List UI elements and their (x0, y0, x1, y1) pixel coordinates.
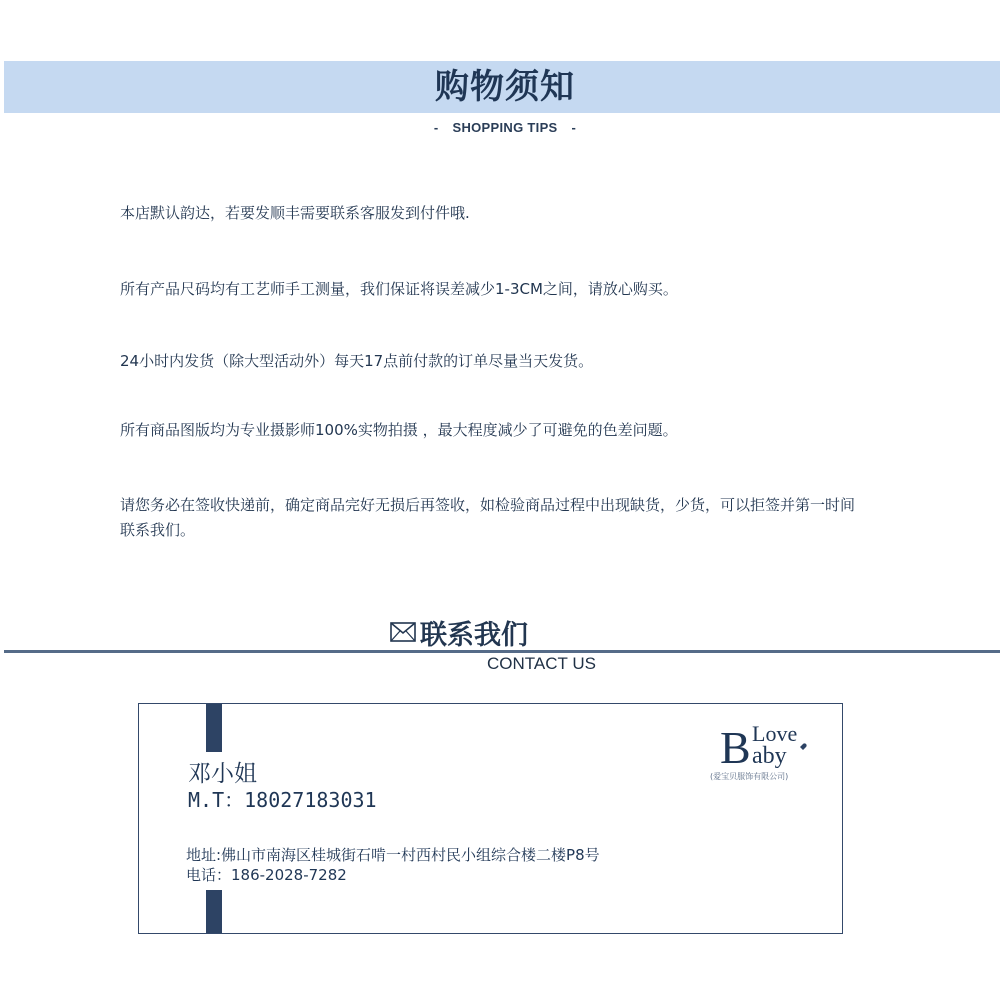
contact-title: 联系我们 (420, 619, 528, 651)
tip-item: 24小时内发货（除大型活动外）每天17点前付款的订单尽量当天发货。 (120, 352, 594, 370)
contact-name: 邓小姐 (188, 761, 257, 787)
contact-details (186, 845, 600, 885)
contact-address: 地址:佛山市南海区桂城街石啃一村西村民小组综合楼二楼P8号 (186, 846, 600, 864)
heart-icon (800, 743, 807, 750)
contact-mobile: M.T：18027183031 (188, 788, 377, 812)
page-title: 购物须知 (435, 67, 575, 107)
love-baby-logo (708, 713, 834, 783)
tip-item: 本店默认韵达，若要发顺丰需要联系客服发到付件哦. (120, 204, 470, 222)
subtitle-dash-left: - (433, 120, 439, 135)
contact-subtitle: CONTACT US (487, 654, 596, 673)
tip-item: 所有商品图版均为专业摄影师100%实物拍摄 ，最大程度减少了可避免的色差问题。 (120, 421, 678, 439)
tip-item: 所有产品尺码均有工艺师手工测量，我们保证将误差减少1-3CM之间，请放心购买。 (120, 280, 678, 298)
logo-letter-b: B (720, 722, 751, 773)
logo-love: Love (752, 721, 798, 746)
contact-tel: 电话：186-2028-7282 (186, 866, 347, 884)
logo-aby: aby (752, 743, 787, 769)
envelope-icon (390, 622, 416, 642)
subtitle-dash-right: - (571, 120, 577, 135)
tip-item: 请您务必在签收快递前，确定商品完好无损后再签收，如检验商品过程中出现缺货，少货，可以拒签并第一时间联系我们。 (120, 496, 856, 539)
contact-heading (390, 612, 528, 652)
subtitle-text: SHOPPING TIPS (452, 120, 558, 135)
page-subtitle (0, 120, 1000, 135)
card-accent-bar-top (206, 704, 222, 752)
logo-company: (爱宝贝服饰有限公司) (710, 772, 789, 781)
card-accent-bar-bottom (206, 890, 222, 933)
contact-divider (4, 650, 1000, 653)
